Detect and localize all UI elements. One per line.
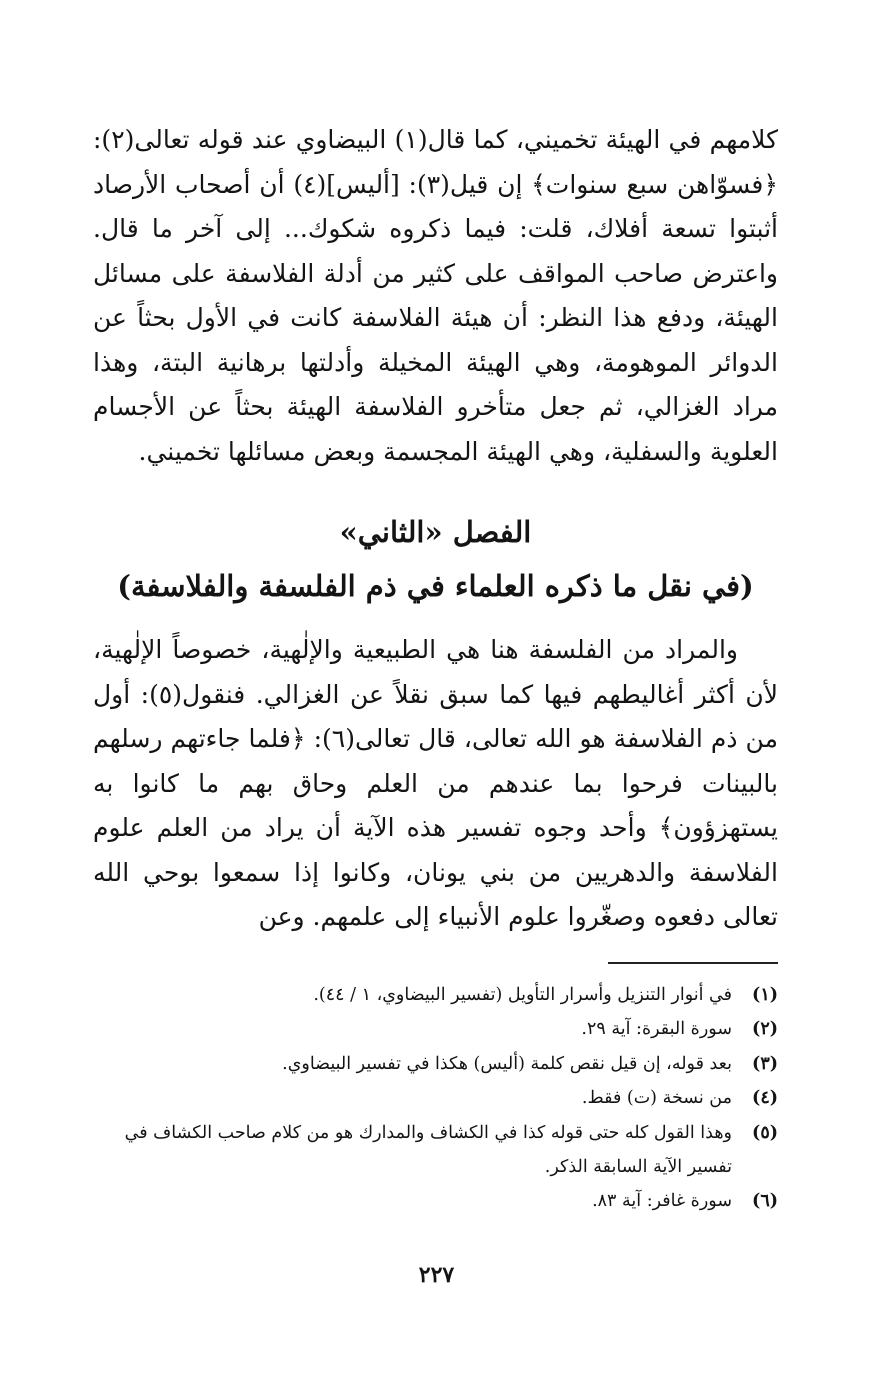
footnote-text: سورة البقرة: آية ٢٩. [581,1019,732,1040]
footnote-text: في أنوار التنزيل وأسرار التأويل (تفسير البيضاوي، ١ / ٤٤). [313,985,732,1005]
footnote-item [78,1047,778,1081]
footnote-item [78,1116,778,1185]
footnote-text: وهذا القول كله حتى قوله كذا في الكشاف والمدارك هو من كلام صاحب الكشاف في تفسير الآية السابقة الذكر. [124,1122,732,1178]
page-number: ٢٢٧ [418,1262,455,1288]
footnote-text: من نسخة (ت) فقط. [581,1088,732,1109]
footnote-item [78,1081,778,1115]
footnote-item [78,1184,778,1218]
footnote-text: بعد قوله، إن قيل نقص كلمة (أليس) هكذا في تفسير البيضاوي. [282,1053,732,1074]
footnote-number: (٦) [752,1191,778,1212]
footnote-number: (٣) [752,1053,778,1074]
footnotes [78,978,778,1219]
paragraph-text: والمراد من الفلسفة هنا هي الطبيعية والإلٰهية، خصوصاً الإلٰهية، لأن أكثر أغاليطهم فيها كما سبق نقلاً عن الغزالي. فنقول(٥): أول من ذم الفلاسفة هو الله تعالى، قال تعالى(٦): ﴿فلما جاءتهم رسلهم بالبينات فرحوا بما عندهم من العلم وحاق بهم ما كانوا به يستهزؤون﴾ وأحد وجوه تفسير هذه الآية أن يراد من العلم علوم الفلاسفة والدهريين من بني يونان، وكانوا إذا سمعوا بوحي الله تعالى دفعوه وصغّروا علوم الأنبياء إلى علمهم. وعن [93,635,778,931]
footnote-item [78,978,778,1012]
footnote-number: (٤) [752,1088,778,1109]
footnote-number: (٢) [752,1019,778,1040]
footnote-number: (٥) [752,1122,778,1143]
paragraph-text: كلامهم في الهيئة تخميني، كما قال(١) البيضاوي عند قوله تعالى(٢): ﴿فسوّاهن سبع سنوات﴾ إن قيل(٣): [أليس](٤) أن أصحاب الأرصاد أثبتوا تسعة أفلاك، قلت: فيما ذكروه شكوك... إلى آخر ما قال. واعترض صاحب المواقف على كثير من أدلة الفلاسفة على مسائل الهيئة، ودفع هذا النظر: أن هيئة الفلاسفة كانت في الأول بحثاً عن الدوائر الموهومة، وهي الهيئة المخيلة وأدلتها برهانية البتة، وهذا مراد الغزالي، ثم جعل متأخرو الفلاسفة الهيئة بحثاً عن الأجسام العلوية والسفلية، وهي الهيئة المجسمة وبعض مسائلها تخميني. [93,125,778,466]
footnote-item [78,1012,778,1046]
footnote-text: سورة غافر: آية ٨٣. [592,1191,732,1212]
chapter-subtitle: (في نقل ما ذكره العلماء في ذم الفلسفة والفلاسفة) [117,569,754,603]
footnote-separator [608,962,778,964]
chapter-heading [93,505,778,613]
paragraph-falsafa [93,628,778,940]
footnote-number: (١) [752,985,778,1005]
paragraph-hayah [93,118,778,474]
chapter-title: الفصل «الثاني» [339,515,532,549]
